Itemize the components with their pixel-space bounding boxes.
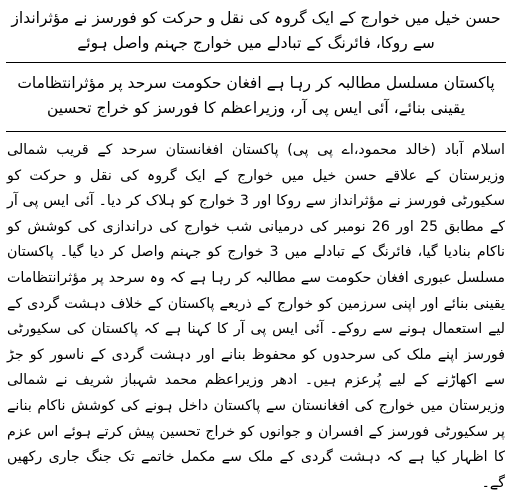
subheadline: پاکستان مسلسل مطالبہ کر رہا ہے افغان حکومت سرحد پر مؤثرانتظامات یقینی بنائے، آئی ایس پی آر، وزیراعظم کا فورسز کو خراج تحسین [17, 74, 495, 117]
article-body: اسلام آباد (خالد محمود،اے پی پی) پاکستان افغانستان سرحد کے قریب شمالی وزیرستان کے علاقے حسن خیل میں خوارج کے ایک گروہ کی نقل و حرکت کو سکیورٹی فورسز نے مؤثرانداز سے روکا اور 3 خوارج کو ہلاک کر دیا۔ آئی ایس پی آر کے مطابق 25 اور 26 نومبر کی درمیانی شب خوارج کی دراندازی کی کوشش کو ناکام بنادیا گیا، فائرنگ کے تبادلے میں 3 خوارج کو جہنم واصل کر دیا گیا۔ پاکستان مسلسل عبوری افغان حکومت سے مطالبہ کر رہا ہے کہ وہ سرحد پر مؤثرانتظامات یقینی بنائے اور اپنی سرزمین کو خوارج کے ذریعے پاکستان کے خلاف دہشت گردی کے لیے استعمال ہونے سے روکے۔ آئی ایس پی آر کا کہنا ہے کہ پاکستان کی سکیورٹی فورسز اپنے ملک کی سرحدوں کو محفوظ بنانے اور دہشت گردی کے ناسور کو جڑ سے اکھاڑنے کے لیے پُرعزم ہیں۔ ادھر وزیراعظم محمد شہباز شریف نے شمالی وزیرستان میں خوارج کی افغانستان سے پاکستان داخل ہونے کی کوشش ناکام بنانے پر سکیورٹی فورسز کے افسران و جوانوں کو خراج تحسین پیش کرتے ہوئے اس عزم کا اظہار کیا ہے کہ دہشت گردی کے ملک سے مکمل خاتمے تک جنگ جاری رکھیں گے۔ [7, 142, 505, 491]
subheadline-divider [6, 131, 506, 132]
headline: حسن خیل میں خوارج کے ایک گروہ کی نقل و حرکت کو فورسز نے مؤثرانداز سے روکا، فائرنگ کے تبادلے میں خوارج جہنم واصل ہوئے [11, 9, 501, 52]
